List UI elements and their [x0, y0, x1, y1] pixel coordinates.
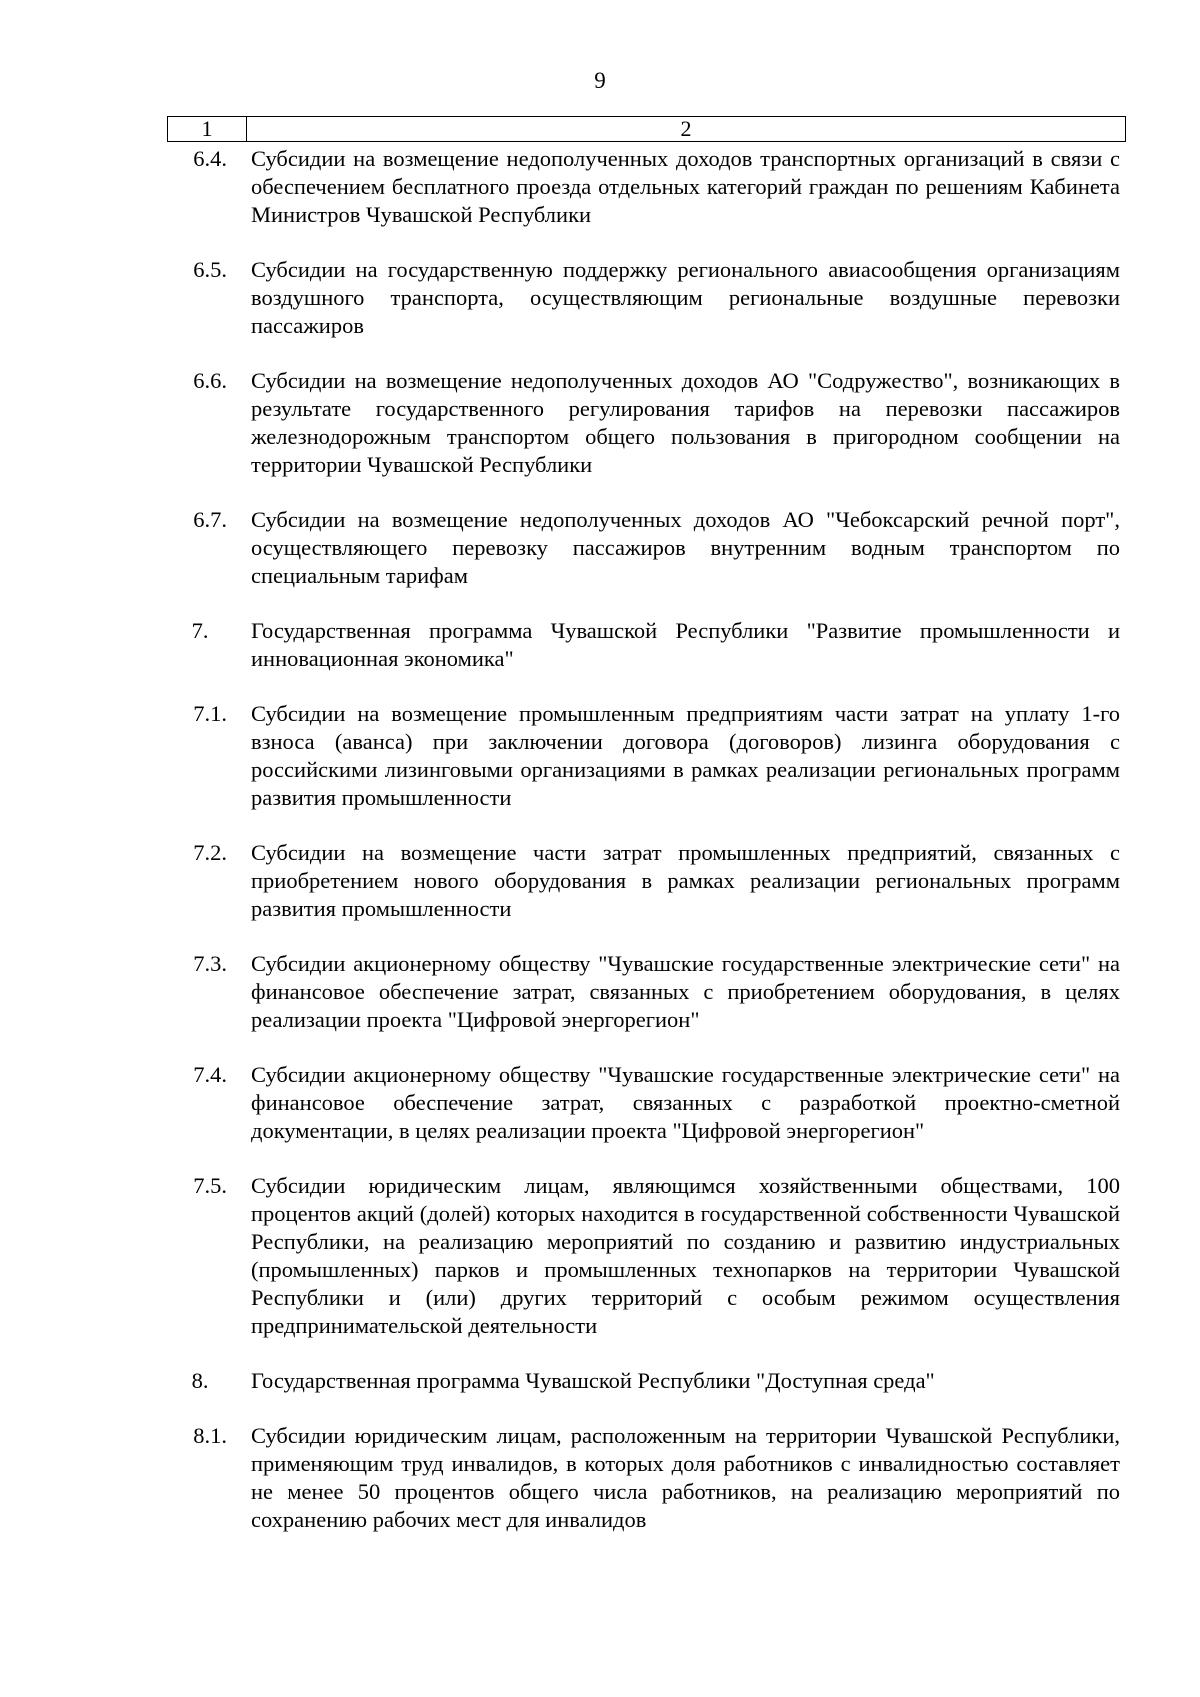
row-text: Субсидии на возмещение части затрат промышленных предприятий, связанных с приобретением нового оборудования в рамках реализации региональных программ развития промышленности	[251, 840, 1120, 921]
page-number: 9	[594, 68, 606, 93]
row-number: 6.6.	[193, 368, 227, 393]
table-header-col-2: 2	[680, 116, 692, 141]
row-number: 6.4.	[193, 146, 227, 171]
row-number: 7.	[191, 618, 209, 643]
table-row	[167, 950, 1126, 1034]
table-row	[167, 506, 1126, 590]
table-row	[167, 1422, 1126, 1534]
row-text: Субсидии акционерному обществу "Чувашские государственные электрические сети" на финансовое обеспечение затрат, связанных с приобретением оборудования, в целях реализации проекта "Цифровой энергорегион"	[251, 951, 1120, 1032]
row-text: Субсидии на государственную поддержку регионального авиасообщения организациям воздушного транспорта, осуществляющим региональные воздушные перевозки пассажиров	[251, 257, 1120, 338]
table-row	[167, 1367, 1126, 1395]
table-row	[167, 145, 1126, 229]
row-text: Субсидии акционерному обществу "Чувашские государственные электрические сети" на финансовое обеспечение затрат, связанных с разработкой проектно-сметной документации, в целях реализации проекта "Цифровой энергорегион"	[251, 1062, 1120, 1143]
row-number: 6.5.	[193, 257, 227, 282]
row-number: 7.4.	[193, 1062, 227, 1087]
row-number: 7.5.	[193, 1173, 227, 1198]
row-number: 7.1.	[193, 701, 227, 726]
table-row	[167, 700, 1126, 812]
row-text: Субсидии на возмещение недополученных доходов транспортных организаций в связи с обеспечением бесплатного проезда отдельных категорий граждан по решениям Кабинета Министров Чувашской Республики	[251, 146, 1120, 227]
row-number: 6.7.	[193, 507, 227, 532]
row-text: Субсидии юридическим лицам, расположенным на территории Чувашской Республики, применяющим труд инвалидов, в которых доля работников с инвалидностью составляет не менее 50 процентов общего числа работников, на реализацию мероприятий по сохранению рабочих мест для инвалидов	[251, 1423, 1120, 1532]
entries-list	[167, 145, 1126, 1561]
table-header	[167, 116, 1126, 142]
row-number: 7.3.	[193, 951, 227, 976]
table-row	[167, 617, 1126, 673]
table-row	[167, 1061, 1126, 1145]
row-text: Субсидии на возмещение промышленным предприятиям части затрат на уплату 1-го взноса (аванса) при заключении договора (договоров) лизинга оборудования с российскими лизинговыми организациями в рамках реализации региональных программ развития промышленности	[251, 701, 1120, 810]
table-header-col-1: 1	[168, 117, 247, 141]
table-row	[167, 1172, 1126, 1340]
row-text: Субсидии на возмещение недополученных доходов АО "Содружество", возникающих в результате государственного регулирования тарифов на перевозки пассажиров железнодорожным транспортом общего пользования в пригородном сообщении на территории Чувашской Республики	[251, 368, 1120, 477]
row-text: Субсидии на возмещение недополученных доходов АО "Чебоксарский речной порт", осуществляющего перевозку пассажиров внутренним водным транспортом по специальным тарифам	[251, 507, 1120, 588]
row-number: 7.2.	[193, 840, 227, 865]
row-text: Субсидии юридическим лицам, являющимся хозяйственными обществами, 100 процентов акций (долей) которых находится в государственной собственности Чувашской Республики, на реализацию мероприятий по созданию и развитию индустриальных (промышленных) парков и промышленных технопарков на территории Чувашской Республики и (или) других территорий с особым режимом осуществления предпринимательской деятельности	[251, 1173, 1120, 1338]
row-text: Государственная программа Чувашской Республики "Доступная среда"	[251, 1368, 935, 1393]
row-number: 8.1.	[193, 1423, 227, 1448]
table-row	[167, 839, 1126, 923]
row-number: 8.	[191, 1368, 209, 1393]
table-row	[167, 256, 1126, 340]
row-text: Государственная программа Чувашской Республики "Развитие промышленности и инновационная экономика"	[251, 618, 1120, 671]
table-row	[167, 367, 1126, 479]
